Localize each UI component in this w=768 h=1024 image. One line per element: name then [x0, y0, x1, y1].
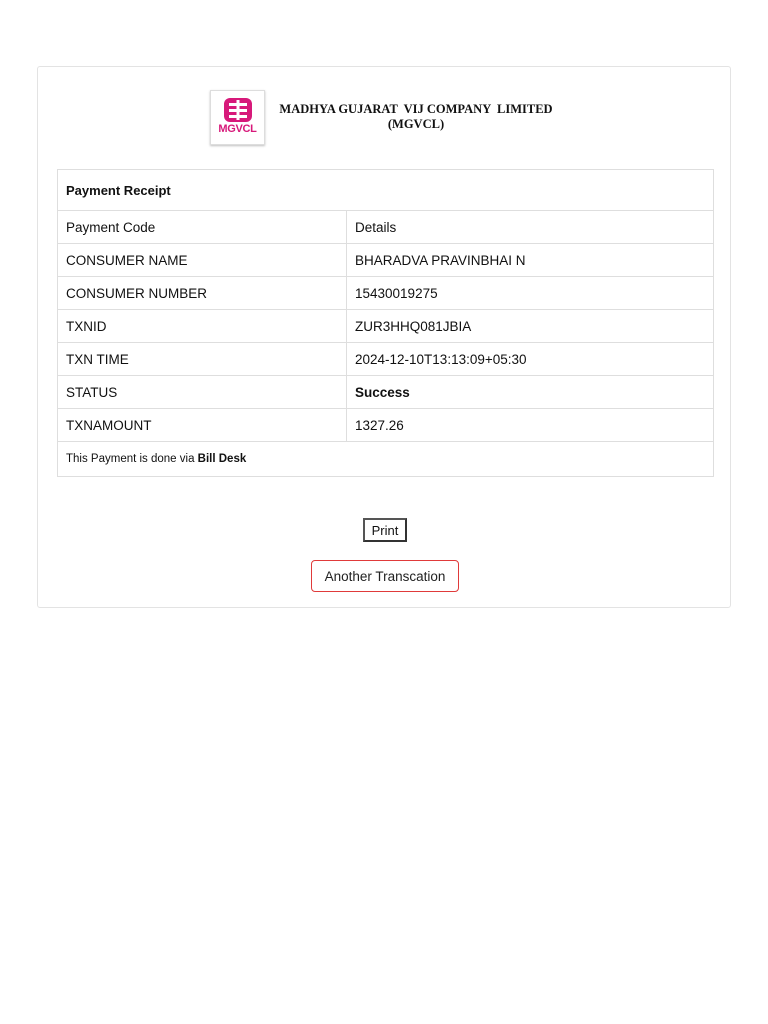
receipt-footer-row	[58, 442, 714, 477]
table-row	[58, 244, 714, 277]
row-value-payment-code: Details	[347, 211, 714, 244]
row-label-consumer-name: CONSUMER NAME	[58, 244, 347, 277]
mgvcl-logo	[210, 90, 265, 145]
payment-gateway-name: Bill Desk	[197, 453, 247, 465]
row-label-payment-code: Payment Code	[58, 211, 347, 244]
table-row	[58, 310, 714, 343]
footer-text: This Payment is done via	[66, 453, 198, 465]
row-value-consumer-name: BHARADVA PRAVINBHAI N	[347, 244, 714, 277]
table-row	[58, 343, 714, 376]
receipt-title: Payment Receipt	[58, 170, 714, 211]
company-name: MADHYA GUJARAT VIJ COMPANY LIMITED (MGVCL)	[279, 102, 553, 131]
logo-text: MGVCL	[218, 123, 257, 135]
row-value-consumer-number: 15430019275	[347, 277, 714, 310]
receipt-title-row	[58, 170, 714, 211]
receipt-header	[210, 90, 570, 148]
receipt-card	[37, 66, 731, 608]
table-row	[58, 211, 714, 244]
another-transaction-button[interactable]: Another Transcation	[311, 560, 459, 592]
receipt-table	[57, 169, 714, 477]
status-badge: Success	[347, 376, 714, 409]
row-label-txnamount: TXNAMOUNT	[58, 409, 347, 442]
row-label-txnid: TXNID	[58, 310, 347, 343]
row-label-status: STATUS	[58, 376, 347, 409]
mgvcl-emblem-icon	[223, 97, 253, 123]
row-value-txnamount: 1327.26	[347, 409, 714, 442]
row-value-txnid: ZUR3HHQ081JBIA	[347, 310, 714, 343]
row-label-txn-time: TXN TIME	[58, 343, 347, 376]
print-button[interactable]: Print	[363, 518, 407, 542]
table-row	[58, 277, 714, 310]
table-row	[58, 409, 714, 442]
row-value-txn-time: 2024-12-10T13:13:09+05:30	[347, 343, 714, 376]
row-label-consumer-number: CONSUMER NUMBER	[58, 277, 347, 310]
table-row	[58, 376, 714, 409]
receipt-footer	[58, 442, 714, 477]
